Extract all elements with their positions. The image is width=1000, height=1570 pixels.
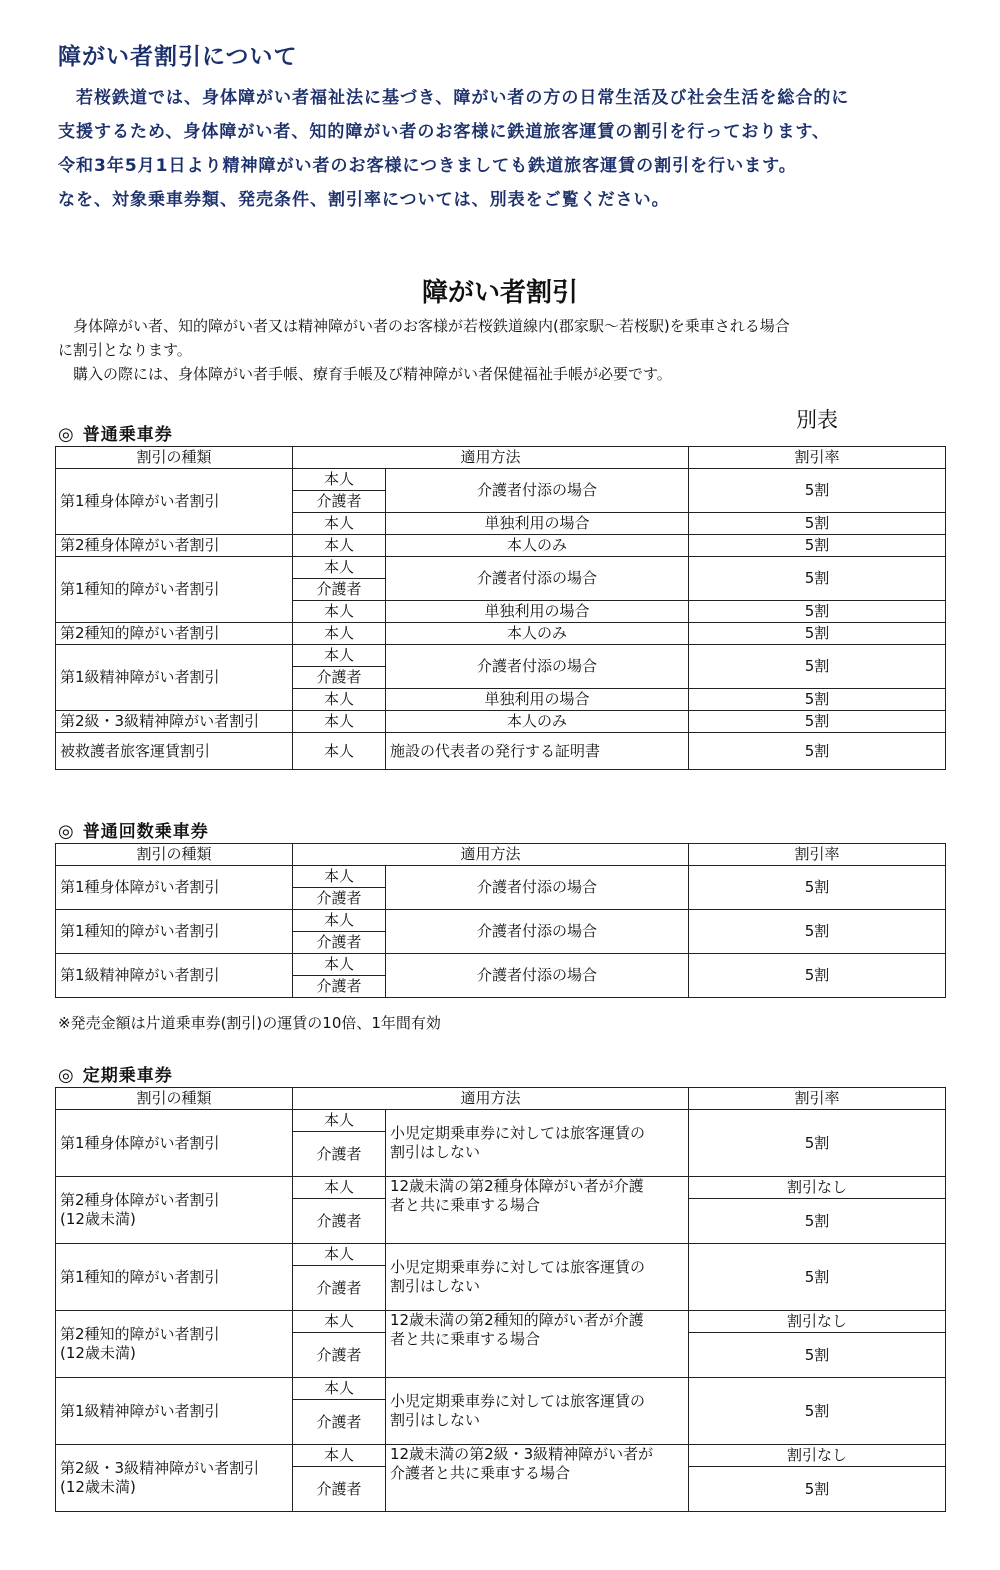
table-futsu	[55, 446, 946, 770]
table-header-row	[56, 1088, 946, 1110]
person-cell: 本人	[293, 601, 386, 623]
doc-title: 障がい者割引	[421, 278, 578, 308]
person-cell: 本人	[293, 557, 386, 579]
desc-line: 購入の際には、身体障がい者手帳、療育手帳及び精神障がい者保健福祉手帳が必要です。	[58, 365, 672, 383]
section-title: 普通回数乗車券	[82, 822, 209, 842]
rate-cell: 5割	[689, 954, 946, 998]
header-method: 適用方法	[293, 844, 689, 866]
person-cell: 本人	[293, 711, 386, 733]
intro-title: 障がい者割引について	[58, 44, 298, 70]
type-line: (12歳未満)	[60, 1210, 136, 1228]
person-cell: 介護者	[293, 976, 386, 998]
section-title: 定期乗車券	[82, 1066, 173, 1086]
method-line: 小児定期乗車券に対しては旅客運賃の	[390, 1124, 646, 1142]
rate-cell: 5割	[689, 557, 946, 601]
method-line: 者と共に乗車する場合	[390, 1330, 541, 1348]
method-line: 割引はしない	[390, 1143, 481, 1161]
person-cell: 介護者	[293, 888, 386, 910]
table-row	[56, 557, 946, 579]
type-cell: 第1種知的障がい者割引	[56, 1244, 293, 1311]
person-cell: 介護者	[293, 1132, 386, 1177]
intro-section	[58, 38, 958, 217]
rate-cell: 5割	[689, 1110, 946, 1177]
header-type: 割引の種類	[56, 1088, 293, 1110]
person-cell: 本人	[293, 1244, 386, 1266]
rate-cell: 5割	[689, 601, 946, 623]
type-line: (12歳未満)	[60, 1478, 136, 1496]
method-cell: 介護者付添の場合	[386, 469, 689, 513]
table-row	[56, 711, 946, 733]
header-method: 適用方法	[293, 447, 689, 469]
person-cell: 介護者	[293, 1266, 386, 1311]
person-cell: 本人	[293, 535, 386, 557]
person-cell: 本人	[293, 1445, 386, 1467]
type-cell: 第2級・3級精神障がい者割引	[56, 711, 293, 733]
method-line: 小児定期乗車券に対しては旅客運賃の	[390, 1258, 646, 1276]
rate-cell: 5割	[689, 623, 946, 645]
person-cell: 本人	[293, 1177, 386, 1199]
table-row	[56, 866, 946, 888]
header-method: 適用方法	[293, 1088, 689, 1110]
person-cell: 本人	[293, 1110, 386, 1132]
method-line: 12歳未満の第2種身体障がい者が介護	[390, 1177, 644, 1195]
table-row	[56, 645, 946, 667]
person-cell: 介護者	[293, 667, 386, 689]
table-row	[56, 1378, 946, 1400]
person-cell: 本人	[293, 733, 386, 770]
table-row	[56, 1110, 946, 1132]
person-cell: 本人	[293, 689, 386, 711]
rate-cell: 割引なし	[689, 1311, 946, 1333]
doc-description	[58, 314, 938, 386]
intro-line: 若桜鉄道では、身体障がい者福祉法に基づき、障がい者の方の日常生活及び社会生活を総合的に	[58, 88, 850, 108]
rate-cell: 5割	[689, 1244, 946, 1311]
person-cell: 本人	[293, 866, 386, 888]
section-heading-teiki	[58, 1061, 173, 1086]
rate-cell: 5割	[689, 866, 946, 910]
section-heading-futsu	[58, 420, 173, 445]
person-cell: 本人	[293, 910, 386, 932]
type-line: (12歳未満)	[60, 1344, 136, 1362]
method-cell: 本人のみ	[386, 711, 689, 733]
type-cell	[56, 1177, 293, 1244]
method-cell: 単独利用の場合	[386, 689, 689, 711]
rate-cell: 5割	[689, 513, 946, 535]
type-cell: 第1種身体障がい者割引	[56, 866, 293, 910]
table-row	[56, 1177, 946, 1199]
method-cell	[386, 1244, 689, 1311]
table-teiki	[55, 1087, 946, 1512]
method-cell: 介護者付添の場合	[386, 954, 689, 998]
rate-cell: 5割	[689, 535, 946, 557]
type-cell: 第2種身体障がい者割引	[56, 535, 293, 557]
method-cell	[386, 1311, 689, 1378]
rate-cell: 割引なし	[689, 1445, 946, 1467]
beppyo-label: 別表	[796, 408, 838, 432]
person-cell: 本人	[293, 469, 386, 491]
kaisu-note: ※発売金額は片道乗車券(割引)の運賃の10倍、1年間有効	[58, 1014, 441, 1032]
rate-cell: 5割	[689, 910, 946, 954]
rate-cell: 5割	[689, 1199, 946, 1244]
method-line: 12歳未満の第2種知的障がい者が介護	[390, 1311, 644, 1329]
table-row	[56, 535, 946, 557]
table-row	[56, 1445, 946, 1467]
method-cell: 介護者付添の場合	[386, 866, 689, 910]
rate-cell: 5割	[689, 469, 946, 513]
method-line: 割引はしない	[390, 1411, 481, 1429]
rate-cell: 5割	[689, 645, 946, 689]
person-cell: 本人	[293, 954, 386, 976]
type-line: 第2級・3級精神障がい者割引	[60, 1459, 260, 1477]
method-line: 小児定期乗車券に対しては旅客運賃の	[390, 1392, 646, 1410]
method-cell: 介護者付添の場合	[386, 557, 689, 601]
type-cell: 第1級精神障がい者割引	[56, 954, 293, 998]
method-cell: 本人のみ	[386, 623, 689, 645]
method-line: 者と共に乗車する場合	[390, 1196, 541, 1214]
intro-line: なを、対象乗車券類、発売条件、割引率については、別表をご覧ください。	[58, 190, 670, 210]
double-circle-icon: ◎	[58, 821, 75, 842]
desc-line: 身体障がい者、知的障がい者又は精神障がい者のお客様が若桜鉄道線内(郡家駅～若桜駅)を乗車される場合	[58, 317, 790, 335]
person-cell: 介護者	[293, 1467, 386, 1512]
table-row	[56, 910, 946, 932]
double-circle-icon: ◎	[58, 1065, 75, 1086]
type-cell	[56, 1445, 293, 1512]
method-cell: 施設の代表者の発行する証明書	[386, 733, 689, 770]
double-circle-icon: ◎	[58, 424, 75, 445]
table-header-row	[56, 447, 946, 469]
person-cell: 介護者	[293, 932, 386, 954]
table-row	[56, 623, 946, 645]
header-type: 割引の種類	[56, 844, 293, 866]
table-kaisu	[55, 843, 946, 998]
method-cell: 介護者付添の場合	[386, 910, 689, 954]
intro-line: 令和3年5月1日より精神障がい者のお客様につきましても鉄道旅客運賃の割引を行います。	[58, 156, 797, 176]
method-cell: 介護者付添の場合	[386, 645, 689, 689]
method-cell: 本人のみ	[386, 535, 689, 557]
person-cell: 介護者	[293, 1400, 386, 1445]
rate-cell: 5割	[689, 733, 946, 770]
type-cell: 被救護者旅客運賃割引	[56, 733, 293, 770]
person-cell: 本人	[293, 1378, 386, 1400]
header-rate: 割引率	[689, 447, 946, 469]
type-cell: 第1種身体障がい者割引	[56, 469, 293, 535]
intro-line: 支援するため、身体障がい者、知的障がい者のお客様に鉄道旅客運賃の割引を行っております、	[58, 122, 830, 142]
type-cell	[56, 1311, 293, 1378]
method-cell	[386, 1378, 689, 1445]
person-cell: 介護者	[293, 1199, 386, 1244]
person-cell: 介護者	[293, 491, 386, 513]
method-cell	[386, 1445, 689, 1512]
rate-cell: 5割	[689, 1333, 946, 1378]
method-cell	[386, 1177, 689, 1244]
type-cell: 第1種知的障がい者割引	[56, 557, 293, 623]
type-cell: 第1級精神障がい者割引	[56, 645, 293, 711]
section-title: 普通乗車券	[82, 425, 173, 445]
method-cell: 単独利用の場合	[386, 601, 689, 623]
person-cell: 介護者	[293, 1333, 386, 1378]
person-cell: 本人	[293, 1311, 386, 1333]
rate-cell: 5割	[689, 689, 946, 711]
header-rate: 割引率	[689, 1088, 946, 1110]
type-cell: 第2種知的障がい者割引	[56, 623, 293, 645]
table-row	[56, 1244, 946, 1266]
method-cell	[386, 1110, 689, 1177]
person-cell: 本人	[293, 513, 386, 535]
desc-line: に割引となります。	[58, 341, 192, 359]
rate-cell: 割引なし	[689, 1177, 946, 1199]
table-row	[56, 469, 946, 491]
header-type: 割引の種類	[56, 447, 293, 469]
type-line: 第2種知的障がい者割引	[60, 1325, 220, 1343]
table-row	[56, 954, 946, 976]
type-cell: 第1級精神障がい者割引	[56, 1378, 293, 1445]
method-line: 介護者と共に乗車する場合	[390, 1464, 571, 1482]
person-cell: 本人	[293, 623, 386, 645]
header-rate: 割引率	[689, 844, 946, 866]
person-cell: 本人	[293, 645, 386, 667]
table-header-row	[56, 844, 946, 866]
table-row	[56, 1311, 946, 1333]
rate-cell: 5割	[689, 711, 946, 733]
person-cell: 介護者	[293, 579, 386, 601]
type-line: 第2種身体障がい者割引	[60, 1191, 220, 1209]
type-cell: 第1種身体障がい者割引	[56, 1110, 293, 1177]
type-cell: 第1種知的障がい者割引	[56, 910, 293, 954]
method-line: 12歳未満の第2級・3級精神障がい者が	[390, 1445, 654, 1463]
table-row	[56, 733, 946, 770]
section-heading-kaisu	[58, 817, 209, 842]
method-cell: 単独利用の場合	[386, 513, 689, 535]
rate-cell: 5割	[689, 1467, 946, 1512]
method-line: 割引はしない	[390, 1277, 481, 1295]
rate-cell: 5割	[689, 1378, 946, 1445]
